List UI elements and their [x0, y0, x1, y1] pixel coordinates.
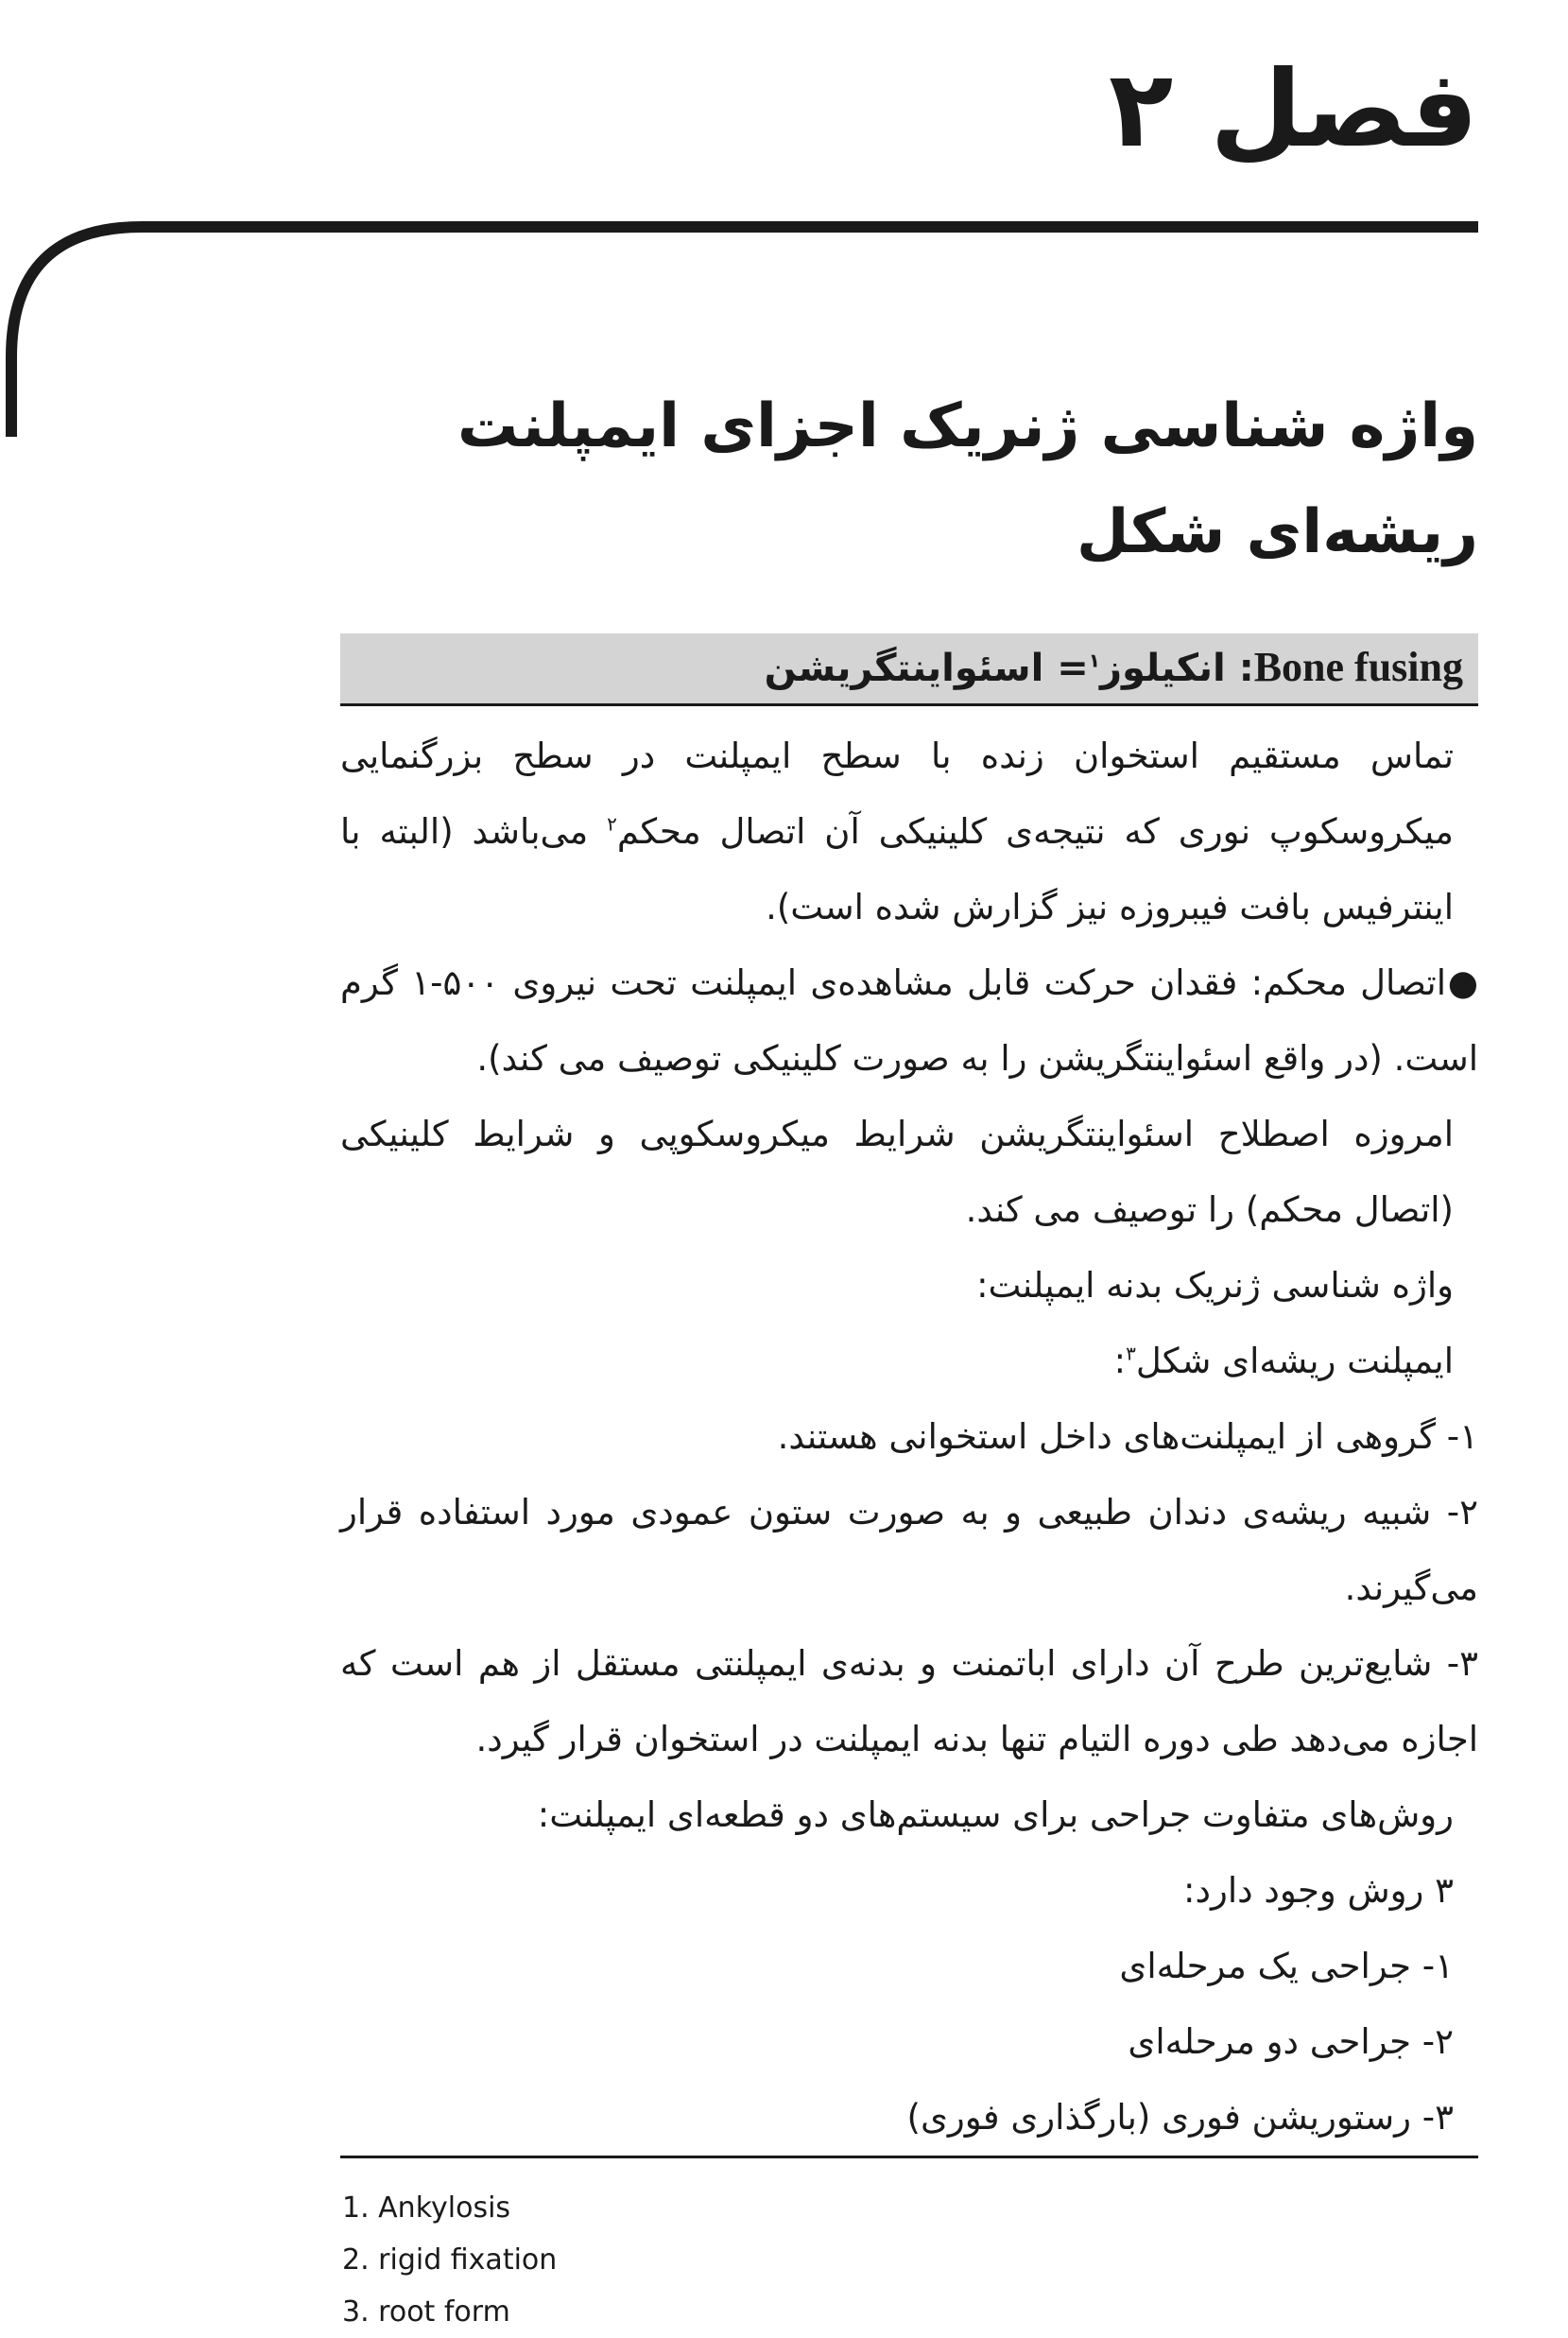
heading-term: انکیلوز — [1100, 647, 1226, 690]
paragraph-definition: تماس مستقیم استخوان زنده با سطح ایمپلنت در سطح بزرگنمایی میکروسکوپ نوری که نتیجه‌ی کلینیکی آن اتصال محکم$^۲$ می‌باشد (البته با اینترفیس بافت فیبروزه نیز گزارش شده است). — [340, 736, 1454, 927]
list-item: ۲- جراحی دو مرحله‌ای — [1128, 2021, 1454, 2062]
list-item: ۱- جراحی یک مرحله‌ای — [1119, 1946, 1454, 1986]
list-item: ۲- شبیه ریشه‌ی دندان طبیعی و به صورت ستون عمودی مورد استفاده قرار می‌گیرند. — [340, 1492, 1478, 1608]
heading-persian-term: اسئواینتگریشن — [764, 647, 1044, 690]
list-item: ۳- رستوریشن فوری (بارگذاری فوری) — [906, 2097, 1454, 2138]
body-text — [340, 719, 1478, 2156]
footnote-divider — [340, 2156, 1478, 2158]
paragraph-rigid-fixation: ●اتصال محکم: فقدان حرکت قابل مشاهده‌ی ایمپلنت تحت نیروی ۵۰۰-۱ گرم است. (در واقع اسئواینتگریشن را به صورت کلینیکی توصیف می کند). — [340, 945, 1478, 1097]
main-title-line-1: واژه شناسی ژنریک اجزای ایمپلنت — [457, 391, 1478, 461]
footnote-ref-2: ۲ — [607, 812, 617, 836]
main-title-line-2: ریشه‌ای شکل — [1077, 497, 1478, 567]
paragraph-root-form: ایمپلنت ریشه‌ای شکل$^۳$: — [1113, 1341, 1454, 1381]
paragraph-surgical-methods: روش‌های متفاوت جراحی برای سیستم‌های دو قطعه‌ای ایمپلنت: — [537, 1794, 1454, 1835]
heading-equals: = — [1057, 647, 1089, 690]
paragraph-generic-terminology: واژه شناسی ژنریک بدنه ایمپلنت: — [976, 1265, 1454, 1306]
footnote-ref-3: ۳ — [1126, 1342, 1136, 1365]
footnote: 2. rigid fixation — [342, 2243, 558, 2277]
footnote-ref-1: ۱ — [1088, 649, 1100, 672]
footnote: 1. Ankylosis — [342, 2191, 511, 2225]
bullet-icon: ● — [1447, 962, 1478, 1003]
list-item: ۱- گروهی از ایمپلنت‌های داخل استخوانی هستند. — [777, 1416, 1478, 1457]
section-heading-text — [765, 641, 1463, 695]
section-heading — [340, 633, 1478, 706]
paragraph-three-methods: ۳ روش وجود دارد: — [1183, 1870, 1454, 1911]
main-title — [439, 373, 1478, 585]
chapter-title: فصل ۲ — [1108, 48, 1478, 171]
footnote: 3. root form — [342, 2295, 510, 2329]
footnotes — [342, 2182, 1004, 2338]
list-item: ۳- شایع‌ترین طرح آن دارای اباتمنت و بدنه‌ی ایمپلنتی مستقل از هم است که اجازه می‌دهد طی دوره التیام تنها بدنه ایمپلنت در استخوان قرار گیرد. — [340, 1643, 1478, 1759]
heading-separator: : — [1238, 647, 1254, 690]
heading-latin-term: Bone fusing — [1253, 644, 1463, 690]
paragraph-osseointegration: امروزه اصطلاح اسئواینتگریشن شرایط میکروسکوپی و شرایط کلینیکی (اتصال محکم) را توصیف می کند. — [340, 1114, 1454, 1230]
